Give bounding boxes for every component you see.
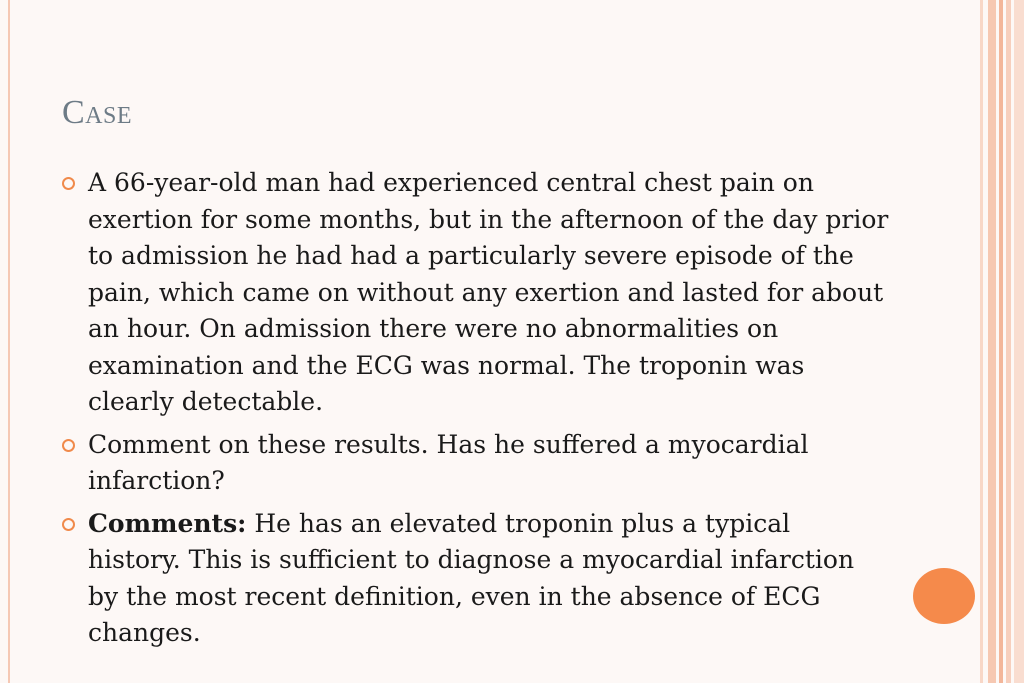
bullet-text: Comment on these results. Has he suffered a myocardial infarction? xyxy=(88,429,809,495)
circle-bullet-icon xyxy=(62,177,75,190)
stripe xyxy=(988,0,996,683)
slide-title: Case xyxy=(62,94,133,131)
stripe xyxy=(999,0,1003,683)
bullet-item-comments xyxy=(60,506,890,652)
stripe xyxy=(1006,0,1011,683)
bullet-text: A 66-year-old man had experienced central chest pain on exertion for some months, but in the afternoon of the day prior to admission he had had a particularly severe episode of the pain, which came on without any exertion and lasted for about an hour. On admission there were no abnormalities on examination and the ECG was normal. The troponin was clearly detectable. xyxy=(88,168,889,416)
stripe xyxy=(1014,0,1024,683)
bullet-list xyxy=(60,165,890,658)
bullet-item-case xyxy=(60,165,890,421)
decorative-stripes xyxy=(980,0,1024,683)
left-border-rule xyxy=(8,0,10,683)
bullet-text: He has an elevated troponin plus a typical history. This is sufficient to diagnose a myocardial infarction by the most recent definition, even in the absence of ECG changes. xyxy=(88,508,855,647)
slide-nav-circle[interactable] xyxy=(913,568,975,624)
circle-bullet-icon xyxy=(62,518,75,531)
bullet-item-question xyxy=(60,427,890,500)
circle-bullet-icon xyxy=(62,439,75,452)
stripe xyxy=(980,0,983,683)
bullet-lead: Comments: xyxy=(88,508,247,538)
